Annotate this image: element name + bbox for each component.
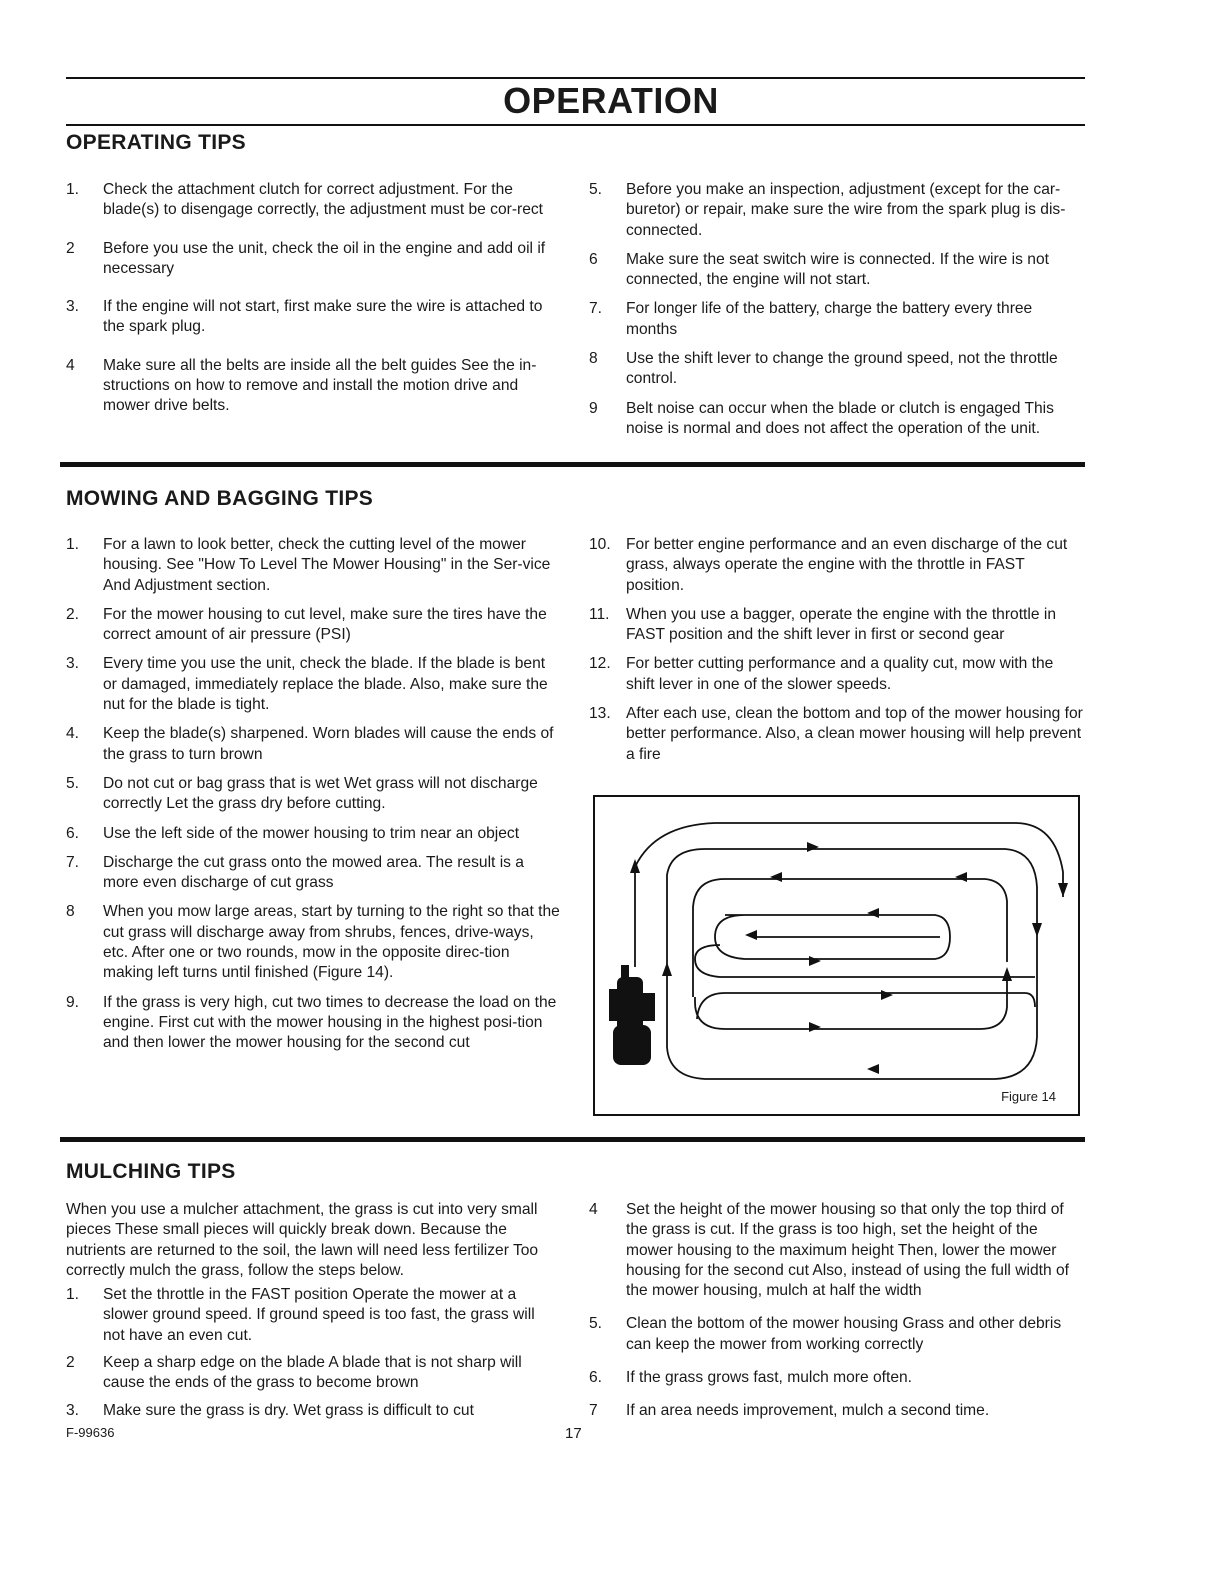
operating-tips-title: OPERATING TIPS bbox=[66, 131, 246, 154]
item-text: For better cutting performance and a quality cut, mow with the shift lever in one of the slower speeds. bbox=[626, 655, 1054, 693]
list-item bbox=[589, 535, 1084, 596]
figure-14-mowing-pattern bbox=[593, 795, 1080, 1116]
list-item bbox=[66, 993, 560, 1054]
page-number: 17 bbox=[565, 1425, 582, 1442]
item-number: 1. bbox=[66, 536, 80, 553]
page-title: OPERATION bbox=[503, 80, 719, 121]
mulching-tips-left-column bbox=[66, 1200, 560, 1428]
item-number: 13. bbox=[589, 705, 611, 723]
item-number: 8 bbox=[589, 350, 598, 368]
item-number: 12. bbox=[589, 655, 611, 673]
list-item bbox=[589, 349, 1084, 390]
list-item bbox=[66, 605, 560, 646]
item-text: When you mow large areas, start by turning to the right so that the cut grass will discharge away from shrubs, fences, drive-ways, etc. After one or two rounds, mow in the opposite direc-tion making left turns until finished (Figure 14). bbox=[103, 903, 560, 982]
item-number: 7. bbox=[589, 300, 603, 318]
list-item bbox=[66, 724, 560, 765]
item-text: Clean the bottom of the mower housing Grass and other debris can keep the mower from working correctly bbox=[626, 1315, 1062, 1353]
operating-tips-right-column bbox=[589, 180, 1084, 448]
item-text: After each use, clean the bottom and top of the mower housing for better performance. Also, a clean mower housing will help prevent a fire bbox=[626, 705, 1083, 763]
list-item bbox=[589, 654, 1084, 695]
item-number: 5. bbox=[589, 1315, 603, 1333]
item-text: Before you make an inspection, adjustment (except for the car-buretor) or repair, make sure the wire from the spark plug is dis-connected. bbox=[626, 181, 1066, 239]
item-text: For a lawn to look better, check the cutting level of the mower housing. See "How To Level The Mower Housing" in the Ser-vice And Adjustment section. bbox=[103, 536, 551, 594]
list-item bbox=[66, 297, 560, 338]
item-text: Keep a sharp edge on the blade A blade that is not sharp will cause the ends of the grass to become brown bbox=[103, 1354, 522, 1392]
list-item bbox=[66, 1401, 560, 1421]
item-number: 4. bbox=[66, 725, 80, 743]
item-text: If the grass is very high, cut two times to decrease the load on the engine. First cut with the mower housing in the highest posi-tion and then lower the mower housing for the second cut bbox=[103, 993, 557, 1052]
item-text: Keep the blade(s) sharpened. Worn blades will cause the ends of the grass to turn brown bbox=[103, 725, 554, 763]
mowing-tips-right-column bbox=[589, 535, 1084, 774]
list-item bbox=[66, 1285, 560, 1346]
item-number: 10. bbox=[589, 536, 611, 553]
list-item bbox=[589, 1200, 1084, 1301]
mowing-tips-title: MOWING AND BAGGING TIPS bbox=[66, 487, 374, 510]
item-number: 2. bbox=[66, 605, 80, 623]
list-item bbox=[66, 824, 560, 844]
section-divider bbox=[60, 1137, 1085, 1142]
list-item bbox=[66, 239, 560, 280]
item-number: 7. bbox=[66, 853, 80, 871]
mowing-tips-left-column bbox=[66, 535, 560, 1063]
list-item bbox=[589, 299, 1084, 340]
item-text: Use the shift lever to change the ground speed, not the throttle control. bbox=[626, 350, 1058, 388]
header-bottom-rule bbox=[66, 124, 1085, 126]
item-number: 6. bbox=[66, 824, 80, 842]
header-top-rule bbox=[66, 77, 1085, 79]
item-text: If the grass grows fast, mulch more often. bbox=[626, 1369, 913, 1387]
list-item bbox=[589, 180, 1084, 241]
item-number: 2 bbox=[66, 1354, 75, 1372]
item-text: When you use a bagger, operate the engine with the throttle in FAST position and the shift lever in first or second gear bbox=[626, 605, 1056, 644]
item-number: 4 bbox=[66, 356, 75, 374]
item-text: Make sure all the belts are inside all the belt guides See the in-structions on how to remove and install the motion drive and mower drive belts. bbox=[103, 356, 537, 415]
item-text: Before you use the unit, check the oil in the engine and add oil if necessary bbox=[103, 239, 546, 277]
mulching-tips-right-column bbox=[589, 1200, 1084, 1435]
item-text: For the mower housing to cut level, make sure the tires have the correct amount of air pressure (PSI) bbox=[103, 605, 547, 644]
item-number: 8 bbox=[66, 903, 75, 921]
section-divider bbox=[60, 462, 1085, 467]
item-number: 3. bbox=[66, 655, 80, 673]
list-item bbox=[66, 1353, 560, 1394]
list-item bbox=[66, 180, 560, 221]
list-item bbox=[66, 853, 560, 894]
list-item bbox=[66, 654, 560, 715]
item-text: Make sure the seat switch wire is connected. If the wire is not connected, the engine will not start. bbox=[626, 250, 1049, 289]
item-number: 11. bbox=[589, 605, 610, 623]
list-item bbox=[589, 1314, 1084, 1355]
list-item bbox=[66, 902, 560, 983]
item-text: Every time you use the unit, check the blade. If the blade is bent or damaged, immediately replace the blade. Also, make sure the nut for the blade is tight. bbox=[103, 655, 548, 714]
item-number: 9 bbox=[589, 399, 598, 417]
list-item bbox=[66, 356, 560, 417]
item-number: 7 bbox=[589, 1402, 598, 1420]
item-number: 2 bbox=[66, 239, 75, 257]
item-number: 1. bbox=[66, 181, 80, 198]
item-text: Discharge the cut grass onto the mowed area. The result is a more even discharge of cut grass bbox=[103, 853, 524, 892]
item-text: Check the attachment clutch for correct adjustment. For the blade(s) to disengage correctly, the adjustment must be cor-rect bbox=[103, 181, 544, 219]
item-number: 3. bbox=[66, 1401, 80, 1419]
list-item bbox=[589, 1401, 1084, 1421]
item-text: For longer life of the battery, charge the battery every three months bbox=[626, 300, 1033, 338]
list-item bbox=[66, 535, 560, 596]
item-text: If an area needs improvement, mulch a second time. bbox=[626, 1402, 990, 1420]
list-item bbox=[589, 399, 1084, 440]
operating-tips-left-column bbox=[66, 180, 560, 435]
item-number: 5. bbox=[589, 181, 603, 198]
mulching-intro: When you use a mulcher attachment, the grass is cut into very small pieces These small pieces will quickly break down. Because the nutrients are returned to the soil, the lawn will need less fertilizer Too correctly mulch the grass, follow the steps below. bbox=[66, 1201, 539, 1279]
list-item bbox=[589, 704, 1084, 765]
item-text: If the engine will not start, first make sure the wire is attached to the spark plug. bbox=[103, 298, 543, 336]
figure-caption: Figure 14 bbox=[1001, 1089, 1056, 1104]
document-code: F-99636 bbox=[66, 1425, 115, 1440]
item-text: For better engine performance and an even discharge of the cut grass, always operate the engine with the throttle in FAST position. bbox=[626, 536, 1068, 594]
item-text: Do not cut or bag grass that is wet Wet grass will not discharge correctly Let the grass dry before cutting. bbox=[103, 774, 538, 813]
list-item bbox=[589, 250, 1084, 291]
item-text: Set the height of the mower housing so that only the top third of the grass is cut. If the grass is too high, set the height of the mower housing to the maximum height Then, lower the mower housing for the second cut Also, instead of using the full width of the mower housing, mulch at half the width bbox=[626, 1201, 1069, 1300]
list-item bbox=[66, 774, 560, 815]
item-number: 9. bbox=[66, 993, 80, 1011]
item-number: 5. bbox=[66, 774, 80, 792]
item-number: 3. bbox=[66, 298, 80, 316]
item-number: 1. bbox=[66, 1286, 80, 1304]
item-text: Make sure the grass is dry. Wet grass is difficult to cut bbox=[103, 1401, 474, 1419]
item-text: Belt noise can occur when the blade or clutch is engaged This noise is normal and does not affect the operation of the unit. bbox=[626, 399, 1054, 437]
item-text: Set the throttle in the FAST position Operate the mower at a slower ground speed. If ground speed is too fast, the grass will not have an even cut. bbox=[103, 1286, 535, 1344]
list-item bbox=[589, 605, 1084, 646]
mulching-tips-title: MULCHING TIPS bbox=[66, 1160, 236, 1183]
item-number: 6 bbox=[589, 250, 598, 268]
mowing-pattern-diagram bbox=[595, 797, 1078, 1114]
item-number: 4 bbox=[589, 1201, 598, 1218]
item-text: Use the left side of the mower housing to trim near an object bbox=[103, 824, 520, 842]
list-item bbox=[589, 1368, 1084, 1388]
item-number: 6. bbox=[589, 1369, 603, 1387]
